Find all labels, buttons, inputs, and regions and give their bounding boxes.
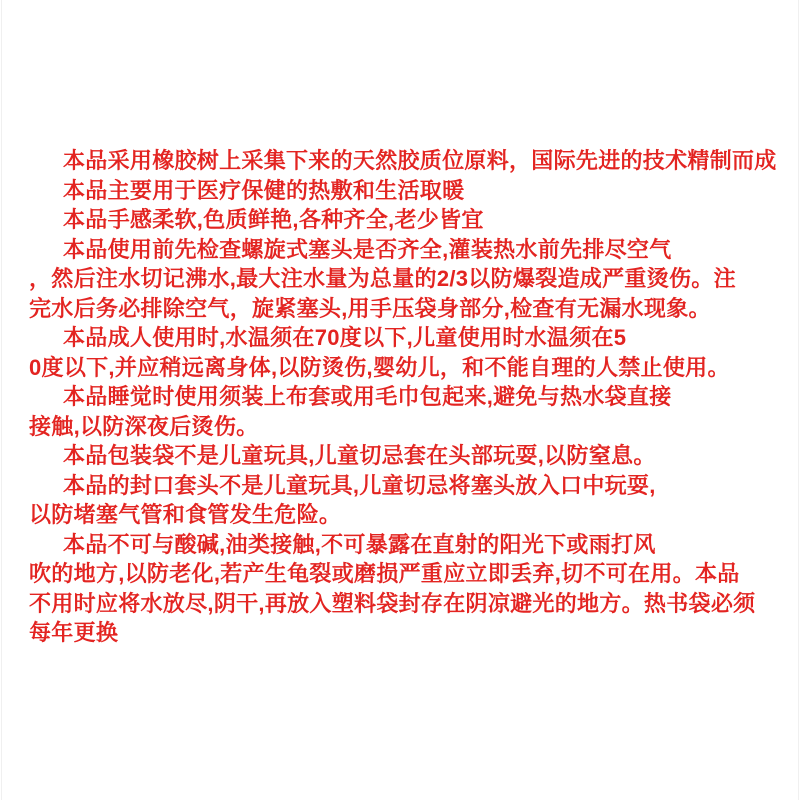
instruction-line-17: 每年更换 <box>29 620 119 645</box>
instruction-line-15: 吹的地方,以防老化,若产生龟裂或磨损严重应立即丢弃,切不可在用。本品 <box>29 561 740 586</box>
instruction-line-9: 本品睡觉时使用须装上布套或用毛巾包起来,避免与热水袋直接 <box>63 384 672 409</box>
instruction-line-1: 本品采用橡胶树上采集下来的天然胶质位原料，国际先进的技术精制而成 <box>63 148 777 173</box>
instruction-line-12: 本品的封口套头不是儿童玩具,儿童切忌将塞头放入口中玩耍, <box>63 472 656 498</box>
instruction-line-6: 完水后务必排除空气，旋紧塞头,用手压袋身部分,检查有无漏水现象。 <box>29 295 711 321</box>
instruction-line-7: 本品成人使用时,水温须在70度以下,儿童使用时水温须在5 <box>63 325 627 350</box>
instructions-text <box>29 146 777 648</box>
instruction-line-11: 本品包装袋不是儿童玩具,儿童切忌套在头部玩耍,以防窒息。 <box>63 443 656 468</box>
instruction-line-8: 0度以下,并应稍远离身体,以防烫伤,婴幼儿，和不能自理的人禁止使用。 <box>29 354 730 380</box>
instruction-line-2: 本品主要用于医疗保健的热敷和生活取暖 <box>63 177 465 203</box>
page-right-edge-line <box>798 0 799 800</box>
instruction-line-16: 不用时应将水放尽,阴干,再放入塑料袋封存在阴凉避光的地方。热书袋必须 <box>29 590 756 616</box>
instruction-line-5: ，然后注水切记沸水,最大注水量为总量的2/3以防爆裂造成严重烫伤。注 <box>29 266 736 291</box>
instruction-line-13: 以防堵塞气管和食管发生危险。 <box>29 502 342 527</box>
instruction-line-3: 本品手感柔软,色质鲜艳,各种齐全,老少皆宜 <box>63 207 484 232</box>
instruction-line-14: 本品不可与酸碱,油类接触,不可暴露在直射的阳光下或雨打风 <box>63 531 656 557</box>
instruction-line-4: 本品使用前先检查螺旋式塞头是否齐全,灌装热水前先排尽空气 <box>63 236 672 262</box>
instruction-line-10: 接触,以防深夜后烫伤。 <box>29 413 259 439</box>
page-left-edge-line <box>1 0 2 800</box>
